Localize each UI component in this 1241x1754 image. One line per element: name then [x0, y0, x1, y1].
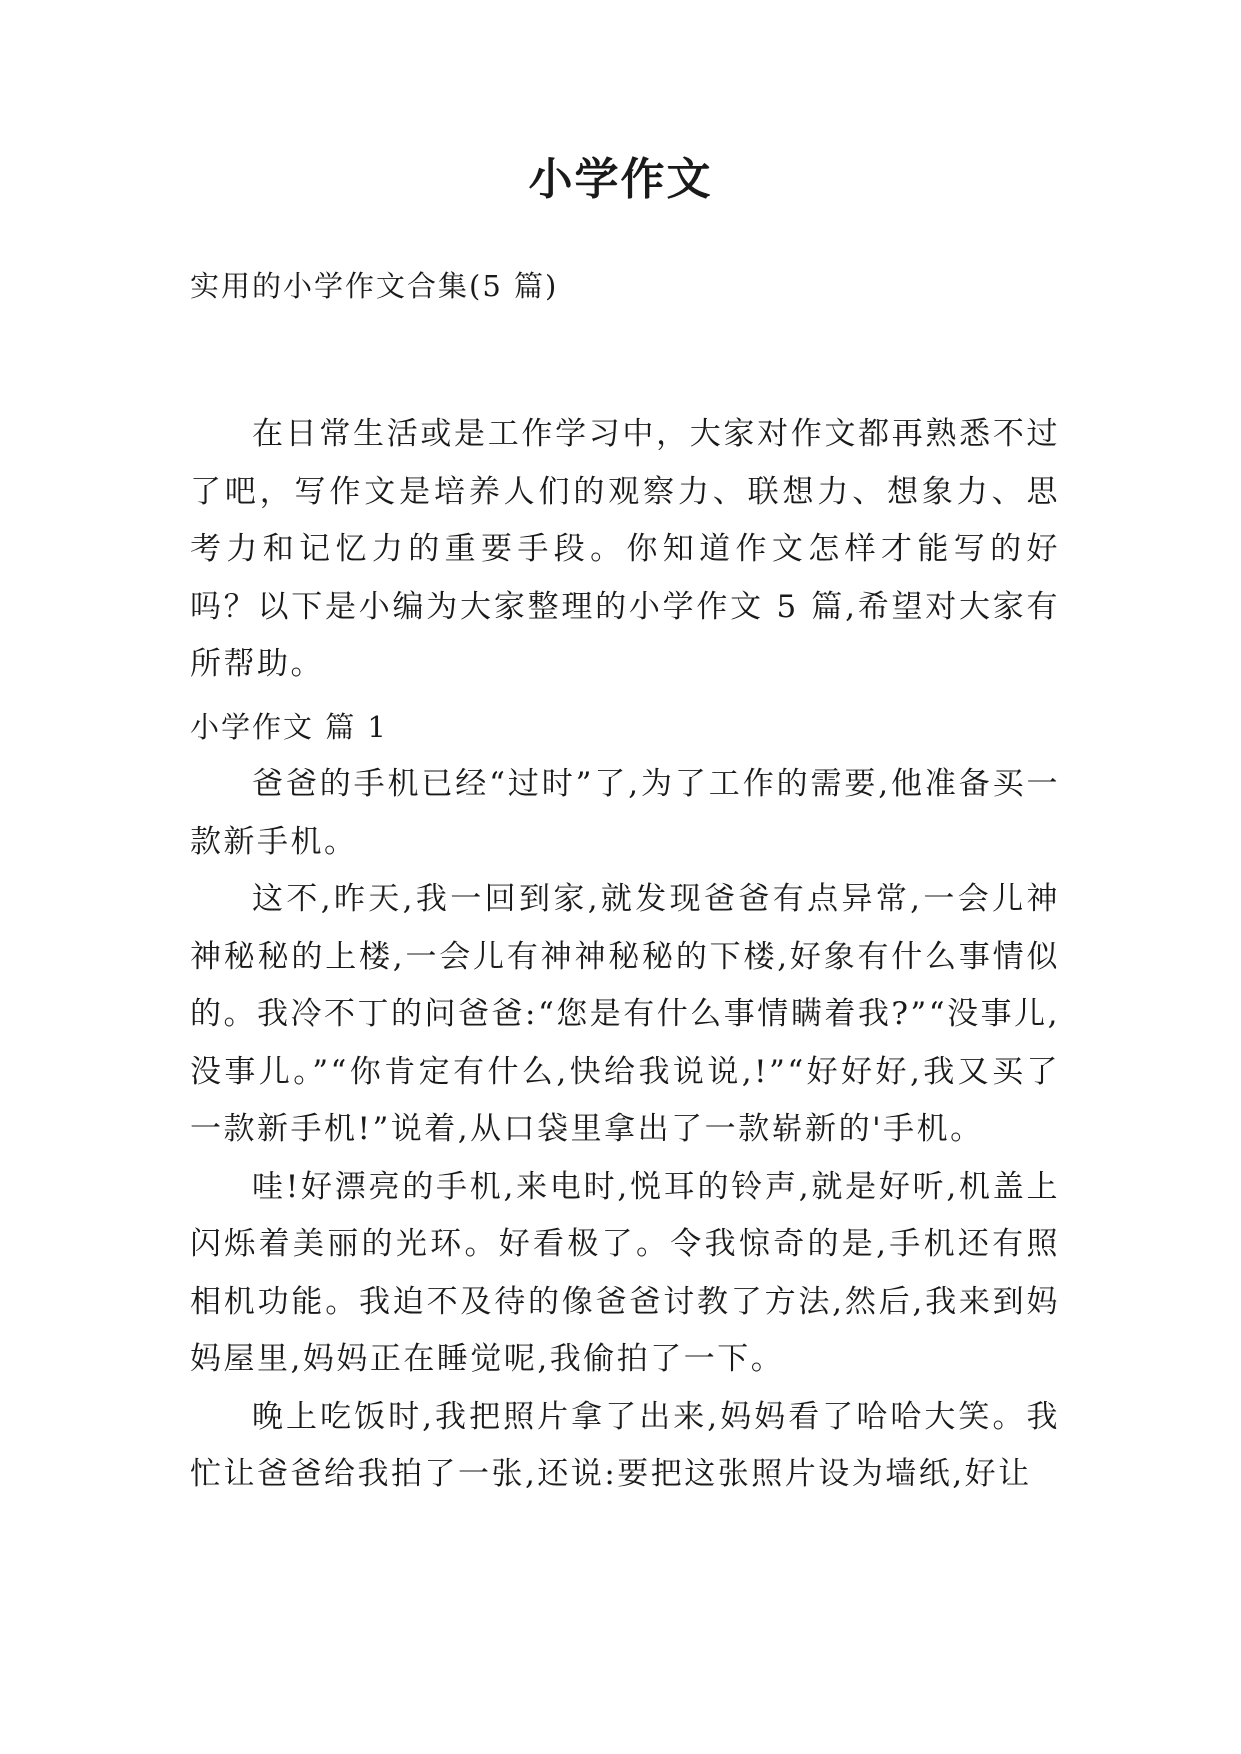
essay-paragraph: 哇!好漂亮的手机,来电时,悦耳的铃声,就是好听,机盖上闪烁着美丽的光环。好看极了。令我惊奇的是,手机还有照相机功能。我迫不及待的像爸爸讨教了方法,然后,我来到妈妈屋里,妈妈正在睡觉呢,我偷拍了一下。: [190, 1168, 1060, 1377]
intro-paragraph: 在日常生活或是工作学习中，大家对作文都再熟悉不过了吧，写作文是培养人们的观察力、联想力、想象力、思考力和记忆力的重要手段。你知道作文怎样才能写的好吗？以下是小编为大家整理的小学作文 5 篇,希望对大家有所帮助。: [190, 416, 1060, 682]
essay-paragraph: 爸爸的手机已经“过时”了,为了工作的需要,他准备买一款新手机。: [190, 766, 1060, 860]
document-subtitle: 实用的小学作文合集(5 篇): [190, 269, 559, 303]
section-heading: 小学作文 篇 1: [190, 710, 388, 744]
essay-paragraph: 这不,昨天,我一回到家,就发现爸爸有点异常,一会儿神神秘秘的上楼,一会儿有神神秘秘的下楼,好象有什么事情似的。我冷不丁的问爸爸:“您是有什么事情瞒着我?”“没事儿,没事儿。”“你肯定有什么,快给我说说,!”“好好好,我又买了一款新手机!”说着,从口袋里拿出了一款崭新的'手机。: [190, 881, 1060, 1147]
essay-body: [190, 756, 1060, 1504]
essay-paragraph: 晚上吃饭时,我把照片拿了出来,妈妈看了哈哈大笑。我忙让爸爸给我拍了一张,还说:要把这张照片设为墙纸,好让: [190, 1398, 1060, 1492]
document-title: 小学作文: [528, 154, 713, 205]
